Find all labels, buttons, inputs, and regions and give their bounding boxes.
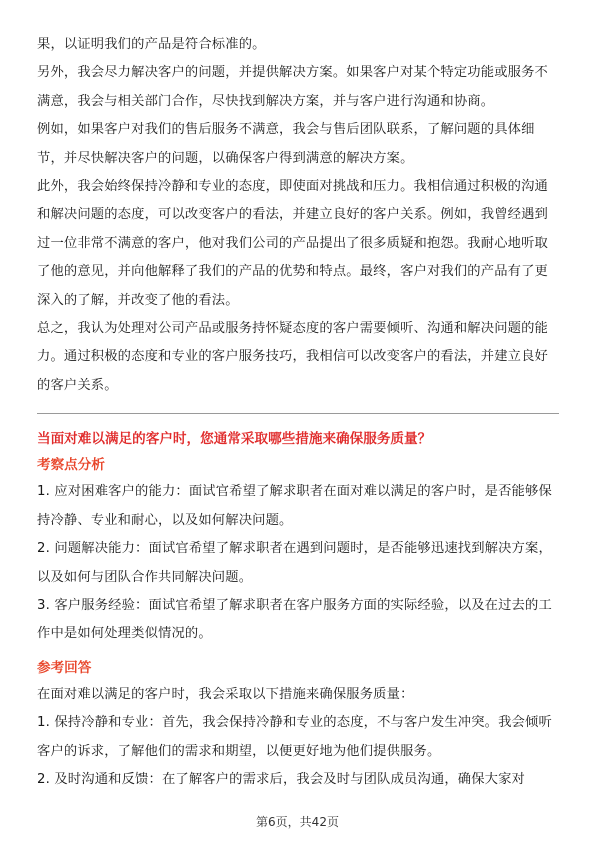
paragraph: 果，以证明我们的产品是符合标准的。 (37, 37, 266, 52)
answer-heading: 参考回答 (37, 659, 92, 676)
paragraph: 此外，我会始终保持冷静和专业的态度，即使面对挑战和压力。我相信通过积极的沟通和解决问题的态度，可以改变客户的看法，并建立良好的客户关系。例如，我曾经遇到过一位非常不满意的客户，他对我们公司的产品提出了很多质疑和抱怨。我耐心地听取了他的意见，并向他解释了我们的产品的优势和特点。最终，客户对我们的产品有了更深入的了解，并改变了他的看法。 (37, 179, 548, 308)
interview-question: 当面对难以满足的客户时，您通常采取哪些措施来确保服务质量？ (37, 431, 432, 448)
paragraph: 例如，如果客户对我们的售后服务不满意，我会与售后团队联系，了解问题的具体细节，并尽快解决客户的问题，以确保客户得到满意的解决方案。 (37, 122, 535, 166)
analysis-item: 3. 客户服务经验：面试官希望了解求职者在客户服务方面的实际经验，以及在过去的工作中是如何处理类似情况的。 (37, 597, 552, 642)
section-divider (37, 413, 559, 414)
answer-item: 2. 及时沟通和反馈：在了解客户的需求后，我会及时与团队成员沟通，确保大家对 (37, 771, 526, 787)
answer-item: 在面对难以满足的客户时，我会采取以下措施来确保服务质量： (37, 686, 414, 702)
document-page (37, 31, 559, 794)
analysis-heading: 考察点分析 (37, 457, 105, 474)
analysis-item: 1. 应对困难客户的能力：面试官希望了解求职者在面对难以满足的客户时，是否能够保持冷静、专业和耐心，以及如何解决问题。 (37, 484, 552, 528)
page-number: 第6页，共42页 (256, 815, 339, 829)
answer-item: 1. 保持冷静和专业：首先，我会保持冷静和专业的态度，不与客户发生冲突。我会倾听客户的诉求，了解他们的需求和期望，以便更好地为他们提供服务。 (37, 715, 552, 759)
analysis-item: 2. 问题解决能力：面试官希望了解求职者在遇到问题时，是否能够迅速找到解决方案，以及如何与团队合作共同解决问题。 (37, 541, 552, 585)
paragraph: 另外，我会尽力解决客户的问题，并提供解决方案。如果客户对某个特定功能或服务不满意，我会与相关部门合作，尽快找到解决方案，并与客户进行沟通和协商。 (37, 65, 548, 109)
paragraph: 总之，我认为处理对公司产品或服务持怀疑态度的客户需要倾听、沟通和解决问题的能力。通过积极的态度和专业的客户服务技巧，我相信可以改变客户的看法，并建立良好的客户关系。 (37, 321, 548, 393)
